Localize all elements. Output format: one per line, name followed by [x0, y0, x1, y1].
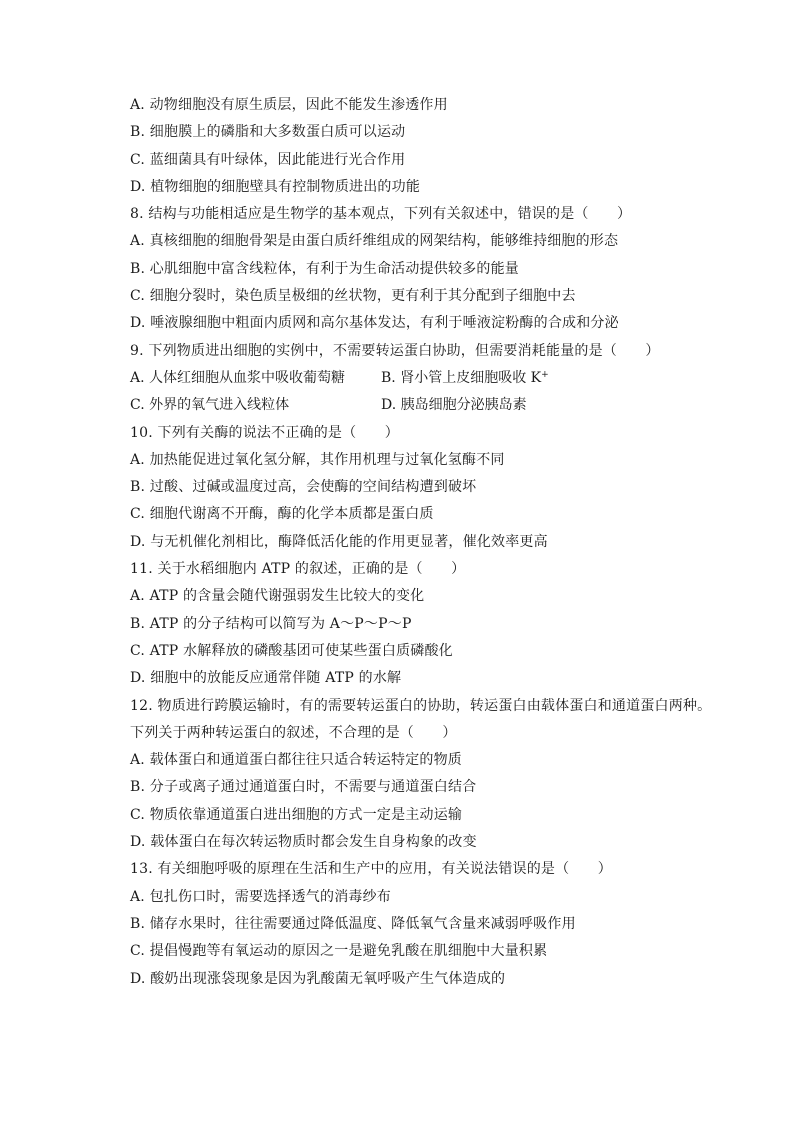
q9-option-a: A. 人体红细胞从血浆中吸收葡萄糖: [130, 369, 346, 386]
q7-option-c: C. 蓝细菌具有叶绿体，因此能进行光合作用: [130, 151, 406, 168]
q11-option-a: A. ATP 的含量会随代谢强弱发生比较大的变化: [130, 588, 425, 605]
q9-options-row-2: [130, 392, 720, 419]
q10-option-a: A. 加热能促进过氧化氢分解，其作用机理与过氧化氢酶不同: [130, 451, 505, 468]
q12-stem-line-2: 下列关于两种转运蛋白的叙述，不合理的是（ ）: [130, 724, 457, 741]
q9-option-b-superscript: +: [541, 369, 549, 380]
q12-option-b: B. 分子或离子通过通道蛋白时，不需要与通道蛋白结合: [130, 779, 477, 796]
q13-option-a: A. 包扎伤口时，需要选择透气的消毒纱布: [130, 888, 392, 905]
q7-option-b: B. 细胞膜上的磷脂和大多数蛋白质可以运动: [130, 124, 406, 141]
q10-option-d: D. 与无机催化剂相比，酶降低活化能的作用更显著，催化效率更高: [130, 533, 548, 550]
q8-option-a: A. 真核细胞的细胞骨架是由蛋白质纤维组成的网架结构，能够维持细胞的形态: [130, 233, 619, 250]
q11-option-c: C. ATP 水解释放的磷酸基团可使某些蛋白质磷酸化: [130, 642, 453, 659]
q9-option-b: [381, 365, 632, 392]
q9-option-b-text: B. 肾小管上皮细胞吸收 K: [381, 369, 542, 386]
q8-option-b: B. 心肌细胞中富含线粒体，有利于为生命活动提供较多的能量: [130, 260, 519, 277]
q9-option-c: C. 外界的氧气进入线粒体: [130, 397, 290, 414]
q12-stem-line-1: 12. 物质进行跨膜运输时，有的需要转运蛋白的协助，转运蛋白由载体蛋白和通道蛋白两种。: [130, 697, 712, 714]
q11-option-b: B. ATP 的分子结构可以简写为 A～P～P～P: [130, 615, 412, 632]
q13-option-b: B. 储存水果时，往往需要通过降低温度、降低氧气含量来减弱呼吸作用: [130, 915, 576, 932]
q8-option-c: C. 细胞分裂时，染色质呈极细的丝状物，更有利于其分配到子细胞中去: [130, 288, 576, 305]
q7-option-d: D. 植物细胞的细胞壁具有控制物质进出的功能: [130, 178, 421, 195]
q8-stem: 8. 结构与功能相适应是生物学的基本观点，下列有关叙述中，错误的是（ ）: [130, 206, 632, 223]
q13-option-c: C. 提倡慢跑等有氧运动的原因之一是避免乳酸在肌细胞中大量积累: [130, 943, 548, 960]
q10-stem: 10. 下列有关酶的说法不正确的是（ ）: [130, 424, 399, 441]
q12-option-a: A. 载体蛋白和通道蛋白都往往只适合转运特定的物质: [130, 752, 463, 769]
q12-option-d: D. 载体蛋白在每次转运物质时都会发生自身构象的改变: [130, 834, 477, 851]
q8-option-d: D. 唾液腺细胞中粗面内质网和高尔基体发达，有利于唾液淀粉酶的合成和分泌: [130, 315, 619, 332]
q9-stem: 9. 下列物质进出细胞的实例中，不需要转运蛋白协助，但需要消耗能量的是（ ）: [130, 342, 660, 359]
q9-options-row-1: [130, 365, 720, 392]
q13-option-d: D. 酸奶出现涨袋现象是因为乳酸菌无氧呼吸产生气体造成的: [130, 970, 506, 987]
q12-option-c: C. 物质依靠通道蛋白进出细胞的方式一定是主动运输: [130, 806, 463, 823]
q10-option-c: C. 细胞代谢离不开酶，酶的化学本质都是蛋白质: [130, 506, 434, 523]
q13-stem: 13. 有关细胞呼吸的原理在生活和生产中的应用，有关说法错误的是（ ）: [130, 861, 612, 878]
q9-option-d: D. 胰岛细胞分泌胰岛素: [381, 397, 527, 414]
q11-stem: 11. 关于水稻细胞内 ATP 的叙述，正确的是（ ）: [130, 561, 466, 578]
q10-option-b: B. 过酸、过碱或温度过高，会使酶的空间结构遭到破坏: [130, 479, 477, 496]
q7-option-a: A. 动物细胞没有原生质层，因此不能发生渗透作用: [130, 97, 448, 113]
question-list: [130, 92, 720, 993]
q11-option-d: D. 细胞中的放能反应通常伴随 ATP 的水解: [130, 670, 402, 687]
